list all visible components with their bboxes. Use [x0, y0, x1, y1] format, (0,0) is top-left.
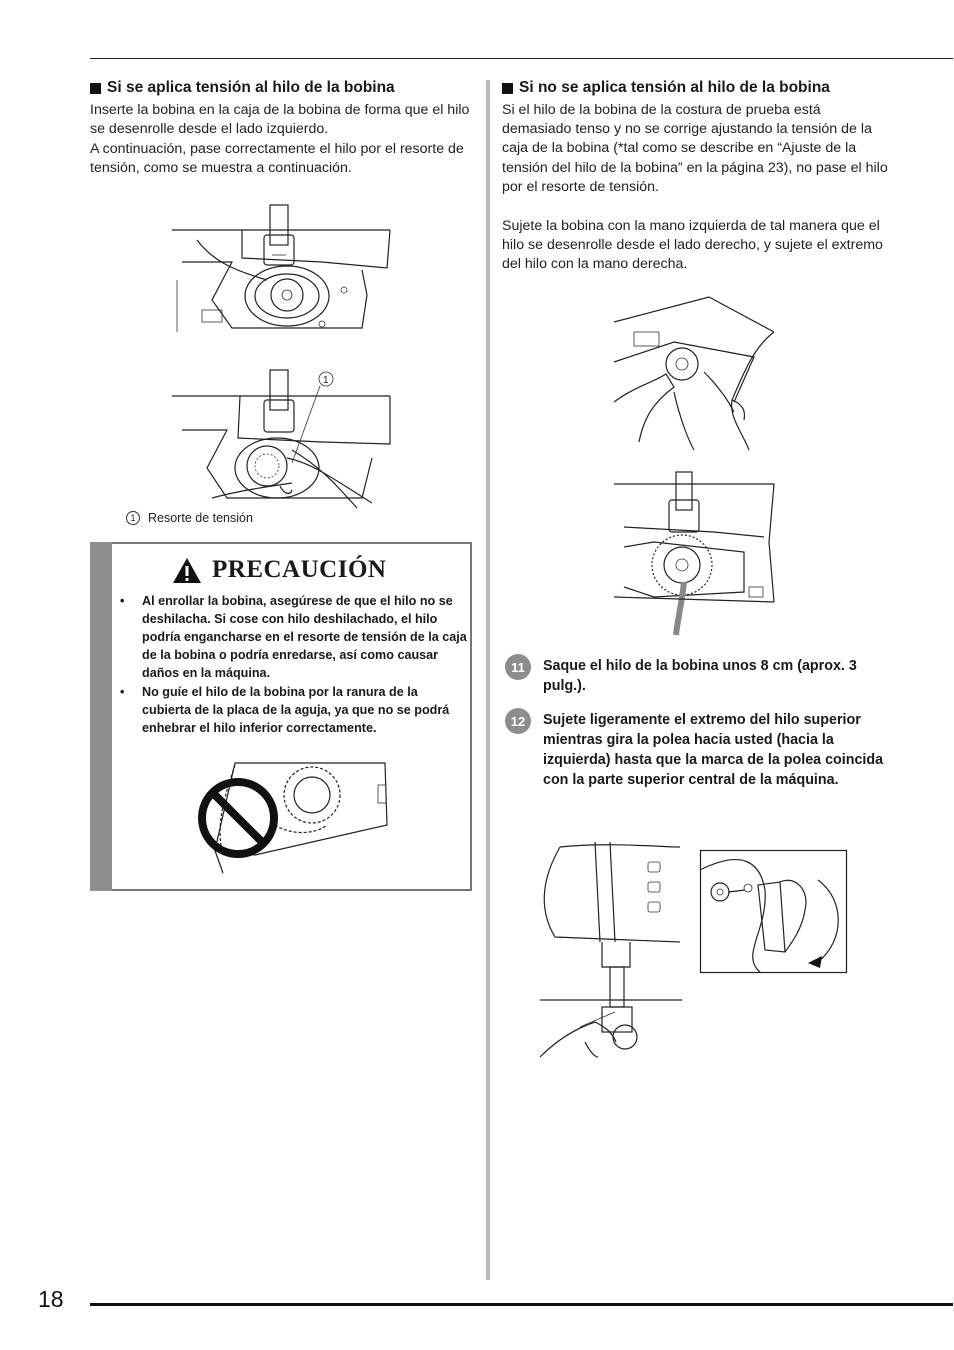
- step-12: [505, 710, 890, 790]
- right-heading-text: Si no se aplica tensión al hilo de la bobina: [519, 79, 830, 96]
- figure-caption: [126, 511, 253, 525]
- square-bullet-icon: [502, 83, 513, 94]
- caption-number-badge: 1: [126, 511, 140, 525]
- step-number-badge: 11: [505, 654, 531, 680]
- left-section-heading: [90, 79, 395, 97]
- caution-side-bar: [90, 542, 112, 891]
- left-paragraph-1: Inserte la bobina en la caja de la bobina de forma que el hilo se desenrolle desde el lado izquierdo.: [90, 102, 470, 138]
- machine-front-illustration: [540, 842, 685, 1057]
- bottom-rule: [90, 1303, 953, 1306]
- warning-triangle-icon: [172, 557, 202, 584]
- bobbin-insert-illustration: [172, 200, 392, 340]
- hand-holding-bobbin-illustration: [614, 292, 776, 452]
- right-section-heading: [502, 79, 830, 97]
- step-text: Saque el hilo de la bobina unos 8 cm (aprox. 3 pulg.).: [543, 658, 857, 694]
- right-paragraph-1: Si el hilo de la bobina de la costura de prueba está demasiado tenso y no se corrige ajustando la tensión de la caja de la bobina (*tal como se describe en “Ajuste de la tensión del hilo de la bobina” en la página 23), no pase el hilo por el resorte de tensión.: [502, 102, 888, 195]
- callout-number: 1: [323, 375, 329, 386]
- caution-title-text: PRECAUCIÓN: [212, 556, 387, 583]
- caution-item: • No guíe el hilo de la bobina por la ranura de la cubierta de la placa de la aguja, ya que no se podrá enhebrar el hilo inferior correctamente.: [118, 683, 468, 737]
- step-text: Sujete ligeramente el extremo del hilo superior mientras gira la polea hacia usted (hacia la izquierda) hasta que la marca de la polea coincida con la parte superior central de la máquina.: [543, 712, 884, 788]
- left-heading-text: Si se aplica tensión al hilo de la bobina: [107, 79, 395, 96]
- square-bullet-icon: [90, 83, 101, 94]
- pulley-rotation-illustration: [700, 850, 847, 973]
- tension-spring-illustration: [172, 368, 392, 508]
- column-divider: [486, 80, 490, 1280]
- top-rule: [90, 58, 953, 59]
- step-11: [505, 656, 890, 696]
- prohibited-threading-illustration: [195, 755, 395, 875]
- page-number: 18: [38, 1286, 64, 1312]
- bobbin-right-unwind-illustration: [614, 472, 776, 637]
- caution-list: [118, 592, 468, 738]
- right-paragraph-2: Sujete la bobina con la mano izquierda de tal manera que el hilo se desenrolle desde el lado derecho, y sujete el extremo del hilo con la mano derecha.: [502, 218, 883, 273]
- caption-text: Resorte de tensión: [148, 511, 253, 525]
- step-number-badge: 12: [505, 708, 531, 734]
- caution-title: [172, 556, 386, 584]
- caution-item: • Al enrollar la bobina, asegúrese de que el hilo no se deshilacha. Si cose con hilo deshilachado, el hilo podría engancharse en el resorte de tensión de la caja de la bobina o podría enredarse, así como causar daños en la máquina.: [118, 592, 468, 682]
- left-paragraph-2: A continuación, pase correctamente el hilo por el resorte de tensión, como se muestra a continuación.: [90, 141, 464, 177]
